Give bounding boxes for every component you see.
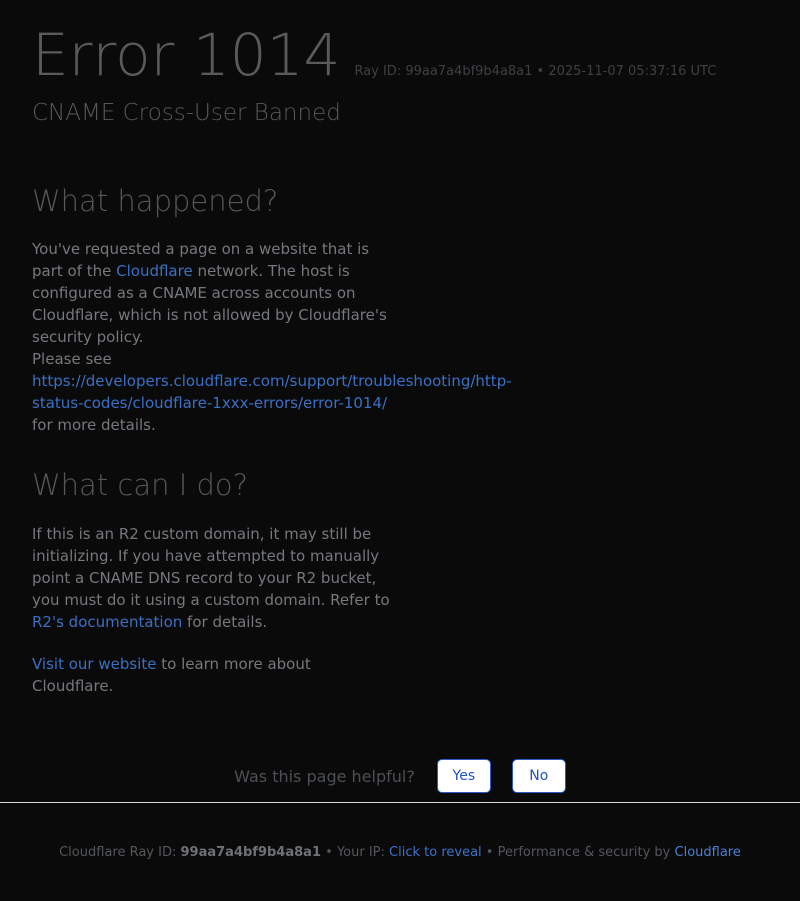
footer-line	[0, 844, 800, 862]
what-happened-section	[32, 184, 768, 437]
visit-our-website-link[interactable]: Visit our website	[32, 655, 157, 674]
footer-performance-label: Performance & security by	[497, 845, 671, 860]
ray-id-timestamp: Ray ID: 99aa7a4bf9b4a8a1 • 2025-11-07 05:37:16 UTC	[354, 64, 717, 79]
footer	[0, 802, 800, 901]
footer-separator: •	[485, 845, 494, 860]
what-happened-paragraph	[32, 238, 512, 436]
what-can-i-do-section	[32, 468, 768, 697]
text-after-cloudflare-link: network. The host is configured as a CNAME across accounts on Cloudflare, which is not allowed by Cloudflare's security policy.	[32, 262, 387, 347]
footer-ip-label: Your IP:	[336, 845, 385, 860]
feedback-question: Was this page helpful?	[234, 766, 415, 786]
cloudflare-link[interactable]: Cloudflare	[116, 262, 193, 281]
footer-ray-id: 99aa7a4bf9b4a8a1	[180, 845, 321, 860]
what-happened-title: What happened?	[32, 183, 279, 218]
error-subtitle: CNAME Cross-User Banned	[32, 100, 341, 126]
cloudflare-footer-link[interactable]: Cloudflare	[674, 845, 741, 860]
visit-website-paragraph	[32, 653, 394, 697]
what-can-i-do-title: What can I do?	[32, 468, 249, 503]
feedback-row	[32, 759, 768, 793]
troubleshooting-url-link[interactable]: https://developers.cloudflare.com/support/troubleshooting/http-status-codes/cloudflare-1xxx-errors/error-1014/	[32, 372, 512, 413]
footer-separator: •	[325, 845, 333, 860]
text-after-r2-link: for details.	[182, 613, 268, 632]
text-after-website-link: to learn more about Cloudflare.	[32, 655, 311, 696]
footer-ray-label: Cloudflare Ray ID:	[59, 845, 177, 860]
click-to-reveal-link[interactable]: Click to reveal	[389, 845, 482, 860]
text-before-cloudflare-link: You've requested a page on a website that is part of the	[32, 240, 370, 281]
r2-domain-paragraph	[32, 523, 394, 633]
please-see-text: Please see	[32, 350, 112, 369]
text-before-r2-link: If this is an R2 custom domain, it may still be initializing. If you have attempted to manually point a CNAME DNS record to your R2 bucket, you must do it using a custom domain. Refer to	[32, 525, 390, 610]
feedback-no-button[interactable]: No	[512, 759, 566, 793]
for-more-details-text: for more details.	[32, 416, 156, 435]
feedback-yes-button[interactable]: Yes	[437, 759, 491, 793]
error-title: Error 1014	[32, 21, 341, 89]
error-header	[32, 21, 768, 89]
r2-documentation-link[interactable]: R2's documentation	[32, 613, 183, 632]
